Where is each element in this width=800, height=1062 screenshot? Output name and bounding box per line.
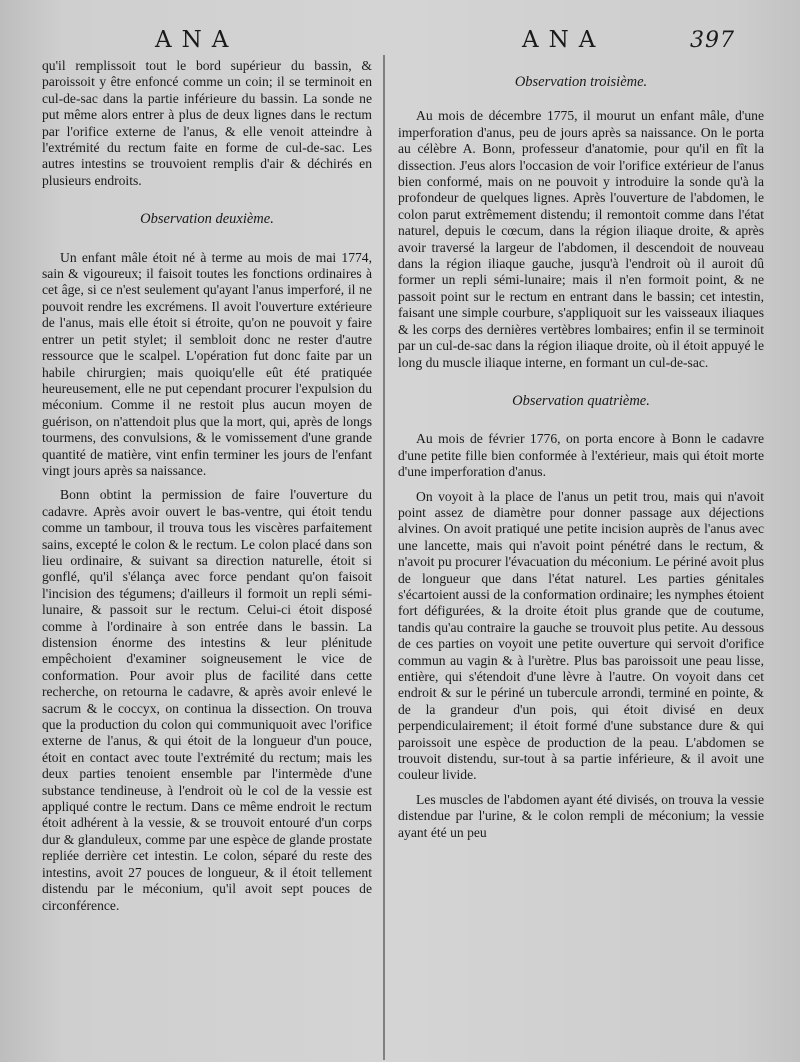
running-head-left: ANA <box>155 27 239 53</box>
paragraph: Un enfant mâle étoit né à terme au mois de mai 1774, sain & vigoureux; il faisoit toutes les fonctions ordinaires à cet âge, si ce n'est seulement qu'ayant l'anus imperforé, il ne pouvoit rendre les excrémens. Il avoit l'ouverture extérieure de l'anus, mais elle étoit si étroite, qu'on ne pouvoit y faire entrer un petit stylet; il sembloit donc ne rester d'autre ressource que le scalpel. L'opération fut donc faite par un habile chirurgien; mais quoiqu'elle eût été pratiquée heureusement, elle ne put cependant procurer l'expulsion du méconium. Comme il ne restoit plus aucun moyen de guérison, on n'attendoit plus que la mort, qui, après de longs tourmens, des convulsions, & le vomissement d'une grande quantité de matière, vint enfin terminer les jours de l'enfant vingt jours après sa naissance. <box>42 249 372 478</box>
section-heading-deuxieme: Observation deuxième. <box>140 211 274 228</box>
paragraph: Au mois de février 1776, on porta encore à Bonn le cadavre d'une petite fille bien conformée à l'extérieur, mais qui étoit morte d'une imperforation d'anus. <box>398 431 764 480</box>
left-column <box>42 58 372 914</box>
section-heading-troisieme: Observation troisième. <box>514 74 648 90</box>
running-head-right: ANA <box>522 27 606 53</box>
paragraph: On voyoit à la place de l'anus un petit trou, mais qui n'avoit point assez de diamètre pour donner passage aux déjections alvines. On avoit pratiqué une petite incision auprès de l'anus avec une lancette, mais qui n'avoit point pénétré dans le rectum, & n'avoit pu procurer l'évacuation du méconium. Le périné avoit plus de longueur que dans l'état naturel. Les parties génitales s'écartoient aussi de la conformation ordinaire; les nymphes étoient fort défigurées, & la droite étoit plus grande que de coutume, tandis qu'au contraire la gauche se trouvoit plus petite. Au dessous de ces parties on voyoit une petite ouverture qui servoit d'orifice commun au vagin & à l'urètre. Plus bas paroissoit une peau lisse, entière, qui s'étendoit d'une lèvre à l'autre. On voyoit dans cet endroit & sur le périné un tubercule arrondi, terminé en pointe, & de la grandeur d'un pois, qui étoit divisé en deux perpendiculairement; il étoit formé d'une substance dure & qui paroissoit une espèce de production de la peau. L'abdomen se trouvoit distendu, sur-tout à sa partie inférieure, & il avoit une couleur livide. <box>398 488 764 783</box>
paragraph: qu'il remplissoit tout le bord supérieur du bassin, & paroissoit y être enfoncé comme un coin; il se terminoit en cul-de-sac dans la partie inférieure du bassin. La sonde ne put même alors entrer à plus de deux lignes dans le rectum par l'orifice externe de l'anus, & elle venoit atteindre à l'extrémité du rectum faite en forme de cul-de-sac. Les autres intestins se trouvoient remplis d'air & déchirés en plusieurs endroits. <box>42 58 372 188</box>
paragraph: Bonn obtint la permission de faire l'ouverture du cadavre. Après avoir ouvert le bas-ventre, qui étoit tendu comme un tambour, il trouva tous les viscères parfaitement sains, excepté le colon & le rectum. Le colon placé dans son lieu ordinaire, & suivant sa direction naturelle, étoit si gonflé, qu'il s'élança avec force pendant qu'on faisoit l'incision des tégumens; d'ailleurs il formoit un repli sémi-lunaire, & passoit sur le rectum. Celui-ci étoit disposé comme à l'ordinaire à son entrée dans le bassin. La distension énorme des intestins & leur plénitude empêchoient d'examiner soigneusement le vice de conformation. Pour avoir plus de facilité dans cette recherche, on retourna le cadavre, & après avoir enlevé le sacrum & le coccyx, on continua la dissection. On trouva que la production du colon qui communiquoit avec l'orifice externe de l'anus, & qui étoit de la longueur d'un pouce, étoit en contact avec toute l'extrémité du rectum; mais les deux parties tenoient ensemble par l'intermède d'une substance tendineuse, à l'endroit où le col de la vessie est appliqué contre le rectum. Dans ce même endroit le rectum étoit adhérent à la vessie, & se trouvoit entouré d'un corps dur & glanduleux, comme par une espèce de glande prostate repliée derrière cet intestin. Le colon, séparé du reste des intestins, avoit 27 pouces de longueur, & il étoit tellement distendu par le méconium, qu'il avoit sept pouces de circonférence. <box>42 487 372 913</box>
section-heading-quatrieme: Observation quatrième. <box>512 392 650 409</box>
paragraph: Les muscles de l'abdomen ayant été divisés, on trouva la vessie distendue par l'urine, & le colon rempli de méconium; la vessie ayant été un peu <box>398 791 764 840</box>
right-column <box>398 58 764 841</box>
page-number: 397 <box>690 28 735 53</box>
column-rule <box>383 55 385 1060</box>
paragraph: Au mois de décembre 1775, il mourut un enfant mâle, d'une imperforation d'anus, peu de jours après sa naissance. On le porta au célèbre A. Bonn, professeur d'anatomie, pour qu'il en fît la dissection. J'eus alors l'occasion de voir l'orifice extérieur de l'anus bien conformé, mais on ne pouvoit y introduire la sonde qu'à la profondeur de quelques lignes. Après l'ouverture de l'abdomen, le colon parut extrêmement distendu; il remontoit comme dans l'état naturel, depuis le cœcum, dans la région iliaque droite, & après avoir traversé la largeur de l'abdomen, il descendoit de nouveau dans la région iliaque gauche, jusqu'à l'endroit où il auroit dû former un repli sémi-lunaire; mais il n'en formoit point, & ne passoit point sur le rectum en entrant dans le bassin; cet intestin, faisant une simple courbure, s'appliquoit sur les vaisseaux iliaques & les corps des dernières vertèbres lombaires; enfin il se terminoit par un cul-de-sac dans la région iliaque droite, où il étoit appuyé le long du muscle iliaque interne, en formant un cul-de-sac. <box>398 108 764 370</box>
